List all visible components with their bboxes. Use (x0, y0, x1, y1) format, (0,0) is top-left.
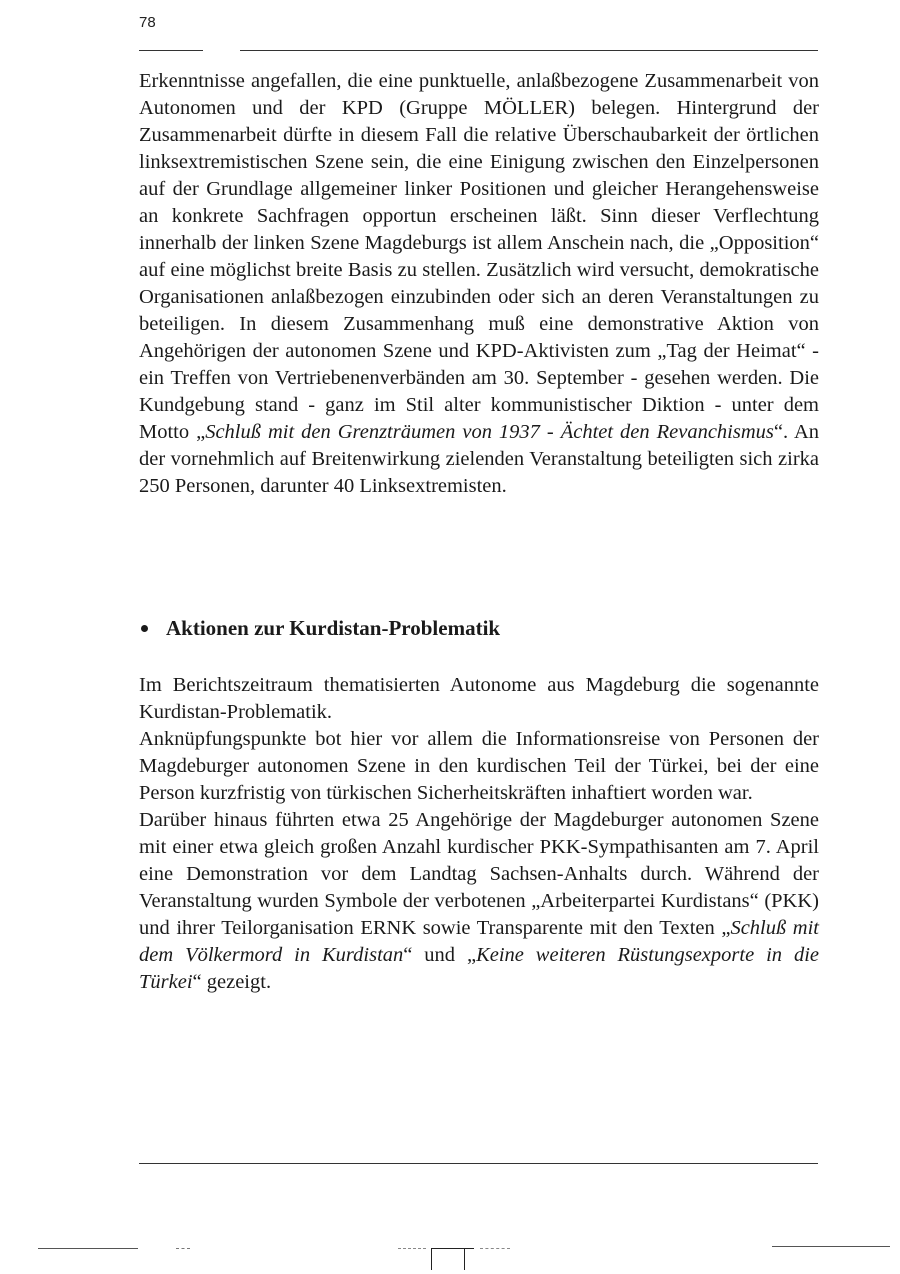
section-heading (139, 615, 819, 642)
slogan-2: Keine weiteren Rüstungsexporte in die Türkei (139, 944, 820, 993)
scan-edge-tick (464, 1248, 465, 1270)
slogan-1: Schluß mit dem Völkermord in Kurdistan (139, 917, 819, 966)
section-heading-text: Aktionen zur Kurdistan-Problematik (166, 616, 501, 640)
paragraph-1: Erkenntnisse angefallen, die eine punktuelle, anlaßbezogene Zusammenarbeit von Autonomen und der KPD (Gruppe MÖLLER) belegen. Hintergrund der Zusammenarbeit dürfte in diesem Fall die relative Überschaubarkeit der örtlichen linksextremistischen Szene sein, die eine Einigung zwischen den Einzelpersonen auf der Grundlage allgemeiner linker Positionen und gleicher Herangehensweise an konkrete Sachfragen opportun erscheinen läßt. Sinn dieser Verflechtung innerhalb der linken Szene Magdeburgs ist allem Anschein nach, die „Opposition“ auf eine möglichst breite Basis zu stellen. Zusätzlich wird versucht, demokratische Organisationen anlaßbezogen einzubinden oder sich an deren Veranstaltungen zu beteiligen. In diesem Zusammenhang muß eine demonstrative Aktion von Angehörigen der autonomen Szene und KPD-Aktivisten zum „Tag der Heimat“ - ein Treffen von Vertriebenenverbänden am 30. September - gesehen werden. Die Kundgebung stand - ganz im Stil alter kommunistischer Diktion - unter dem Motto „Schluß mit den Grenzträumen von 1937 - Ächtet den Revanchismus“. An der vornehmlich auf Breitenwirkung zielenden Veranstaltung beteiligten sich zirka 250 Personen, darunter 40 Linksextremisten. (139, 70, 819, 497)
scan-edge-rule-left (38, 1248, 138, 1249)
scan-edge-mark-b (432, 1248, 474, 1249)
footer-rule (139, 1163, 818, 1164)
bullet-icon (141, 625, 148, 632)
scan-edge-dots (176, 1248, 190, 1249)
header-rule-long (240, 50, 818, 51)
body-text-top (139, 68, 819, 500)
scan-edge-rule-right (772, 1246, 890, 1247)
paragraph-3: Anknüpfungspunkte bot hier vor allem die Informationsreise von Personen der Magdeburger autonomen Szene in den kurdischen Teil der Türkei, bei der eine Person kurzfristig von türkischen Sicherheitskräften inhaftiert worden war. (139, 728, 819, 804)
scan-edge-tick (431, 1248, 432, 1270)
scan-edge-mark-c (480, 1248, 510, 1249)
motto-quote: Schluß mit den Grenzträumen von 1937 - Ächtet den Revanchismus (205, 421, 774, 443)
body-text-kurdistan (139, 672, 819, 996)
paragraph-2: Im Berichtszeitraum thematisierten Autonome aus Magdeburg die sogenannte Kurdistan-Problematik. (139, 674, 819, 723)
scan-edge-mark-a (398, 1248, 426, 1249)
paragraph-4: Darüber hinaus führten etwa 25 Angehörige der Magdeburger autonomen Szene mit einer etwa gleich großen Anzahl kurdischer PKK-Sympathisanten am 7. April eine Demonstration vor dem Landtag Sachsen-Anhalts durch. Während der Veranstaltung wurden Symbole der verbotenen „Arbeiterpartei Kurdistans“ (PKK) und ihrer Teilorganisation ERNK sowie Transparente mit den Texten „Schluß mit dem Völkermord in Kurdistan“ und „Keine weiteren Rüstungsexporte in die Türkei“ gezeigt. (139, 809, 820, 993)
page-number: 78 (139, 14, 156, 31)
header-rule-short (139, 50, 203, 51)
